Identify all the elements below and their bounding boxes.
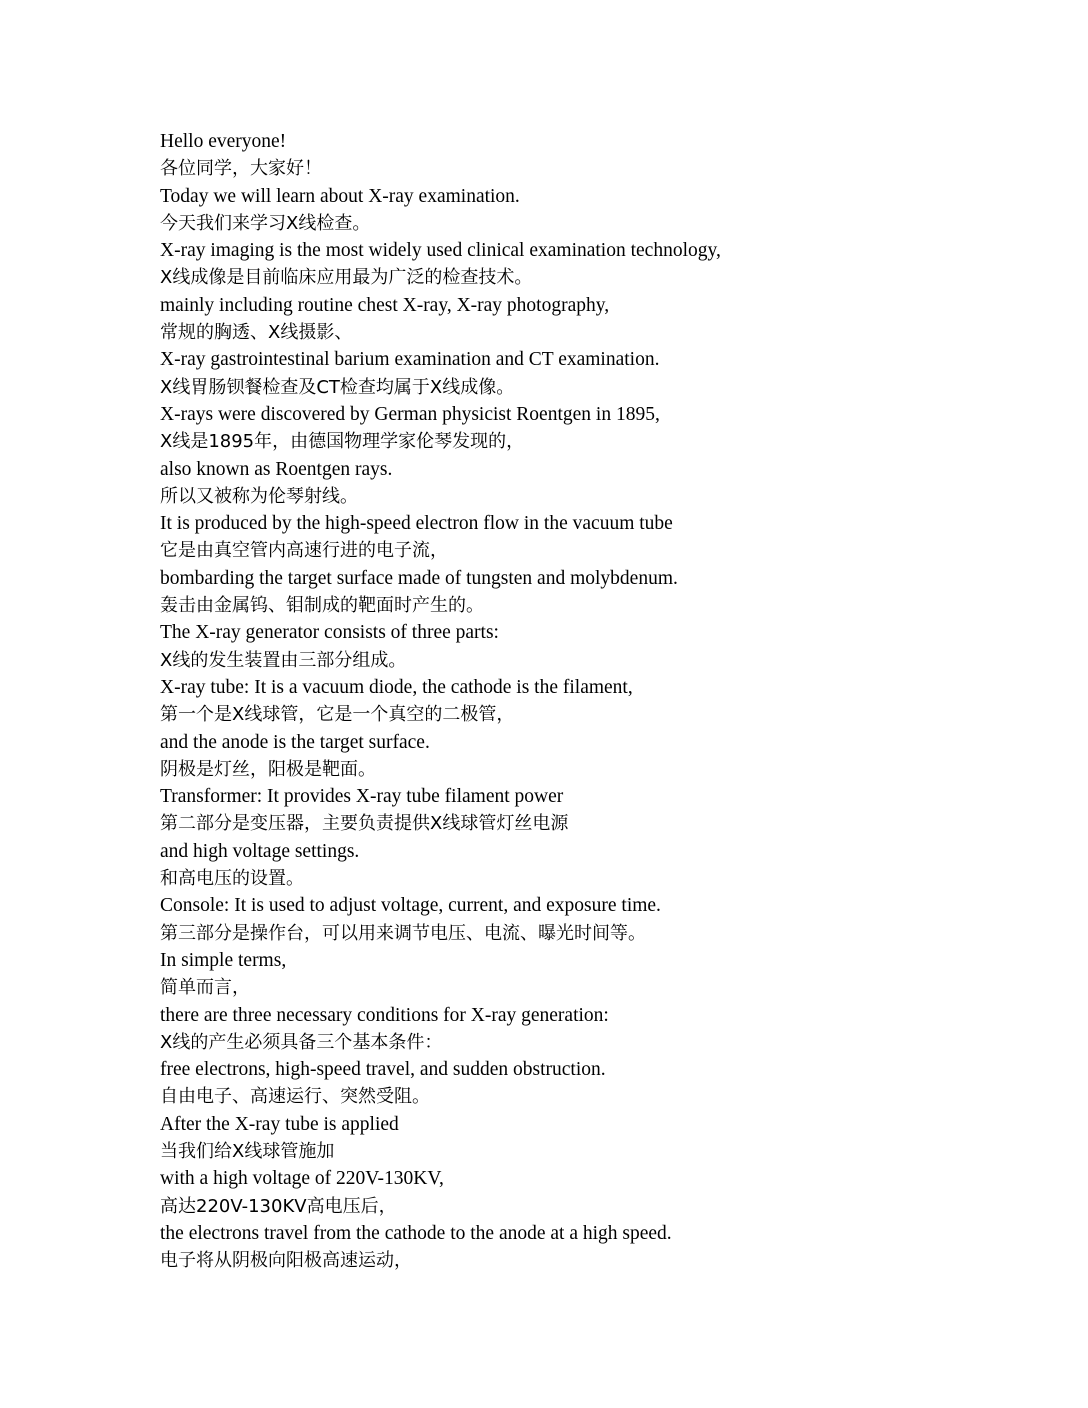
english-line: the electrons travel from the cathode to the anode at a high speed. [160,1222,672,1244]
english-line: Transformer: It provides X-ray tube filament power [160,786,564,808]
chinese-line: 阴极是灯丝，阳极是靶面。 [160,758,376,780]
english-line: Hello everyone! [160,131,287,152]
english-line: After the X-ray tube is applied [160,1113,399,1135]
english-line: also known as Roentgen rays. [160,458,393,480]
chinese-line: 电子将从阴极向阳极高速运动， [160,1250,412,1272]
english-line: X-rays were discovered by German physicist Roentgen in 1895, [160,403,660,425]
chinese-line: 和高电压的设置。 [160,868,304,890]
english-line: X-ray imaging is the most widely used clinical examination technology, [160,240,721,262]
chinese-line: 轰击由金属钨、钼制成的靶面时产生的。 [160,595,484,617]
chinese-line: 所以又被称为伦琴射线。 [160,485,358,507]
chinese-line: 当我们给X线球管施加 [160,1140,335,1162]
english-line: mainly including routine chest X-ray, X-ray photography, [160,294,610,316]
english-line: It is produced by the high-speed electron flow in the vacuum tube [160,513,673,535]
chinese-line: 它是由真空管内高速行进的电子流， [160,540,448,562]
chinese-line: X线成像是目前临床应用最为广泛的检查技术。 [160,267,533,289]
english-line: there are three necessary conditions for X-ray generation: [160,1004,609,1026]
english-line: bombarding the target surface made of tungsten and molybdenum. [160,567,678,589]
chinese-line: X线的发生装置由三部分组成。 [160,649,407,671]
chinese-line: 第一个是X线球管，它是一个真空的二极管， [160,704,515,726]
chinese-line: 各位同学，大家好！ [160,158,322,180]
chinese-line: 今天我们来学习X线检查。 [160,212,371,234]
english-line: In simple terms, [160,949,287,971]
english-line: free electrons, high-speed travel, and sudden obstruction. [160,1059,606,1081]
bilingual-transcript [160,128,1020,1274]
chinese-line: 第三部分是操作台，可以用来调节电压、电流、曝光时间等。 [160,922,646,944]
english-line: Today we will learn about X-ray examination. [160,185,520,207]
chinese-line: 第二部分是变压器，主要负责提供X线球管灯丝电源 [160,813,569,835]
chinese-line: X线的产生必须具备三个基本条件： [160,1031,443,1053]
chinese-line: 常规的胸透、X线摄影、 [160,322,353,344]
english-line: with a high voltage of 220V-130KV, [160,1168,444,1190]
chinese-line: 高达220V-130KV高电压后， [160,1195,397,1217]
english-line: X-ray gastrointestinal barium examination and CT examination. [160,349,660,371]
english-line: The X-ray generator consists of three parts: [160,622,499,644]
chinese-line: X线是1895年，由德国物理学家伦琴发现的， [160,431,525,453]
chinese-line: 自由电子、高速运行、突然受阻。 [160,1086,430,1108]
english-line: X-ray tube: It is a vacuum diode, the cathode is the filament, [160,676,633,698]
english-line: and high voltage settings. [160,840,360,862]
chinese-line: 简单而言， [160,977,250,999]
chinese-line: X线胃肠钡餐检查及CT检查均属于X线成像。 [160,376,515,398]
english-line: and the anode is the target surface. [160,731,430,753]
english-line: Console: It is used to adjust voltage, current, and exposure time. [160,895,661,917]
